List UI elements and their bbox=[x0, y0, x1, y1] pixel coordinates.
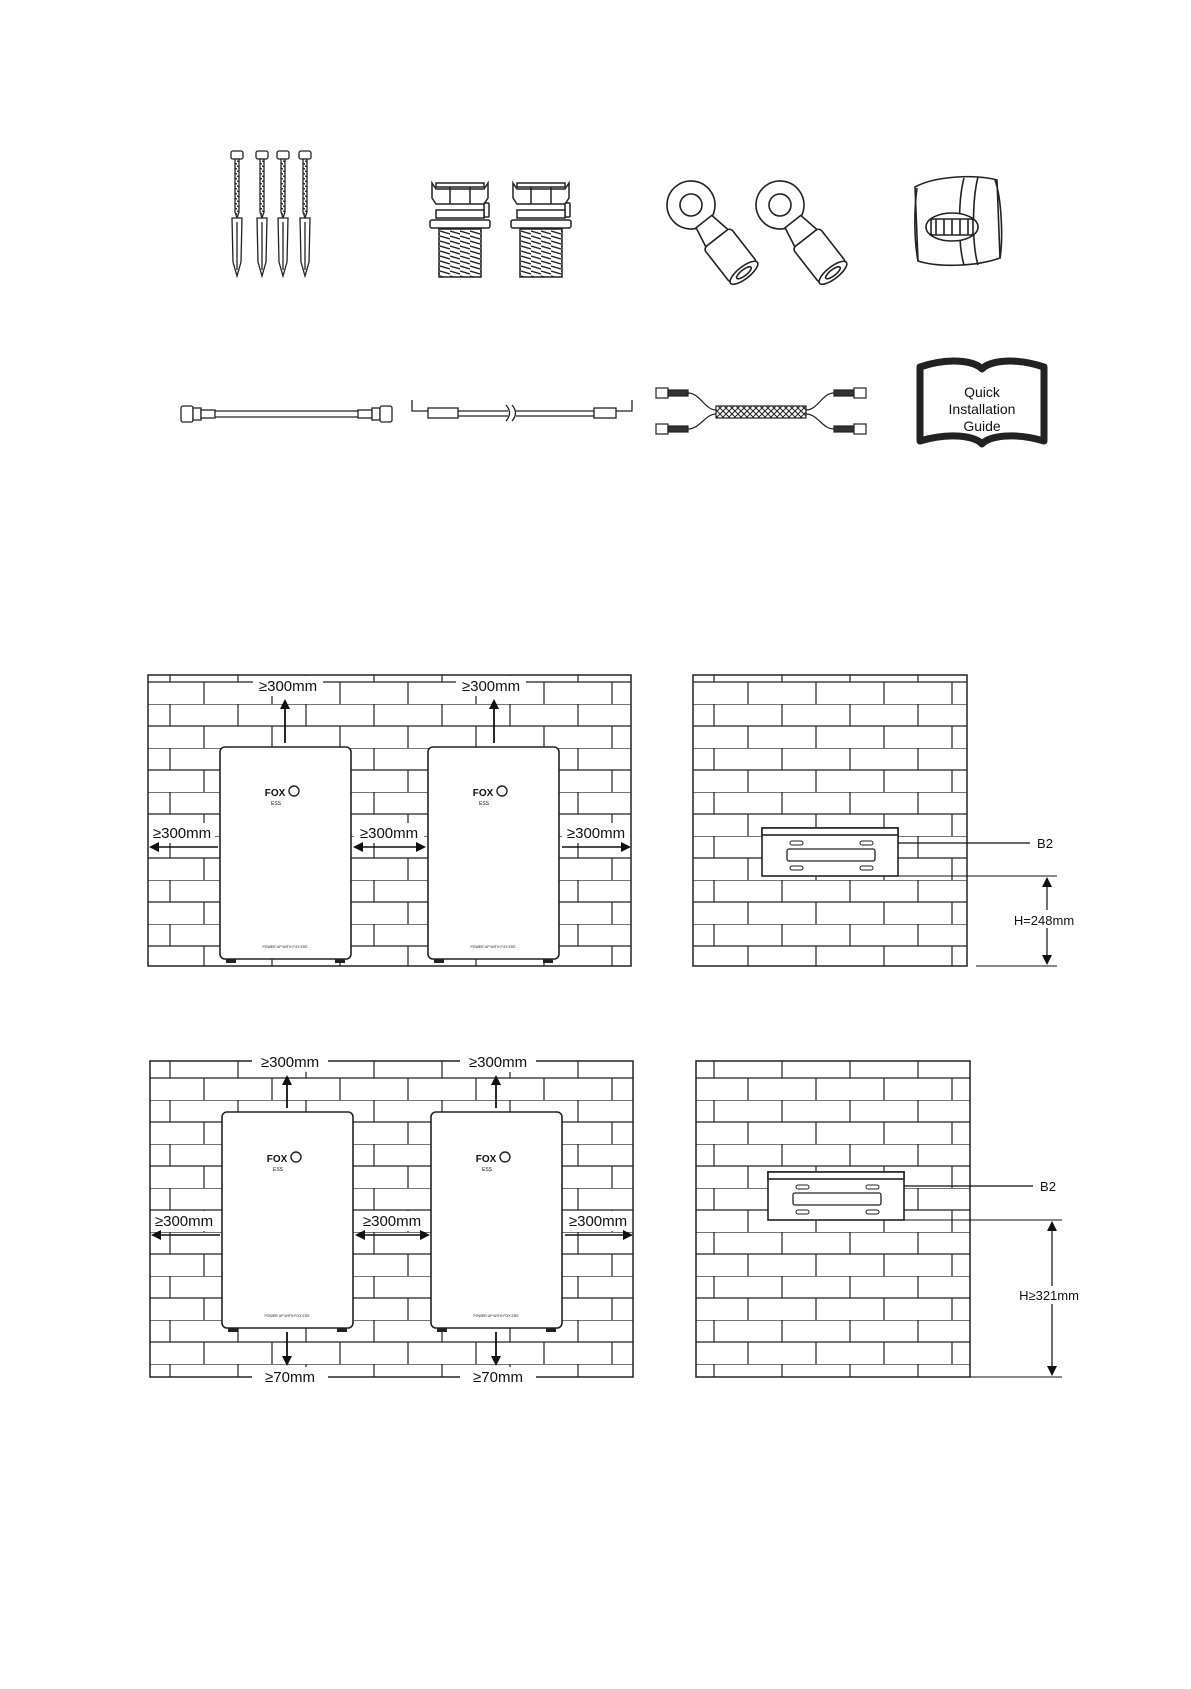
pv-cable-icon bbox=[656, 388, 866, 434]
clearance-diagram-top bbox=[148, 675, 631, 966]
clearance-left-label: ≥300mm bbox=[152, 825, 212, 842]
clearance-bottom-right-label: ≥70mm bbox=[473, 1369, 523, 1386]
clearance-right-label: ≥300mm bbox=[568, 1213, 628, 1230]
height-label: H≥321mm bbox=[1019, 1288, 1079, 1303]
svg-text:FOX: FOX bbox=[475, 1154, 497, 1165]
ground-cable-icon bbox=[412, 400, 632, 421]
battery-unit bbox=[428, 747, 559, 963]
clearance-top-right-label: ≥300mm bbox=[468, 1054, 528, 1071]
clearance-right-label: ≥300mm bbox=[566, 825, 626, 842]
clearance-diagram-bottom bbox=[150, 1052, 633, 1387]
bolts-icon bbox=[430, 183, 571, 277]
clearance-middle-label: ≥300mm bbox=[359, 825, 419, 842]
svg-text:POWER UP WITH FOX ESS: POWER UP WITH FOX ESS bbox=[264, 1314, 310, 1318]
quick-guide-book-icon bbox=[920, 361, 1044, 444]
svg-text:POWER UP WITH FOX ESS: POWER UP WITH FOX ESS bbox=[262, 945, 308, 949]
guide-line2: Installation bbox=[948, 401, 1016, 417]
battery-unit bbox=[431, 1112, 562, 1332]
comm-connector-icon bbox=[915, 177, 1002, 266]
bracket-diagram-top bbox=[693, 675, 1074, 966]
guide-line1: Quick bbox=[964, 384, 1000, 400]
svg-text:FOX: FOX bbox=[472, 788, 494, 799]
svg-text:FOX: FOX bbox=[264, 788, 286, 799]
bracket-label: B2 bbox=[1040, 1179, 1056, 1194]
bracket-label: B2 bbox=[1037, 836, 1053, 851]
svg-text:ESS: ESS bbox=[478, 801, 490, 807]
comm-cable-icon bbox=[181, 406, 392, 422]
clearance-top-right-label: ≥300mm bbox=[461, 678, 521, 695]
expansion-screws-icon bbox=[231, 151, 311, 276]
svg-text:POWER UP WITH FOX ESS: POWER UP WITH FOX ESS bbox=[470, 945, 516, 949]
clearance-bottom-left-label: ≥70mm bbox=[265, 1369, 315, 1386]
battery-unit bbox=[220, 747, 351, 963]
svg-text:ESS: ESS bbox=[272, 1167, 284, 1173]
battery-unit bbox=[222, 1112, 353, 1332]
clearance-top-left-label: ≥300mm bbox=[258, 678, 318, 695]
svg-text:POWER UP WITH FOX ESS: POWER UP WITH FOX ESS bbox=[473, 1314, 519, 1318]
clearance-top-left-label: ≥300mm bbox=[260, 1054, 320, 1071]
bracket-diagram-bottom bbox=[696, 1061, 1079, 1377]
clearance-middle-label: ≥300mm bbox=[362, 1213, 422, 1230]
guide-line3: Guide bbox=[963, 418, 1001, 434]
height-label: H=248mm bbox=[1013, 913, 1075, 928]
svg-text:ESS: ESS bbox=[270, 801, 282, 807]
svg-text:ESS: ESS bbox=[481, 1167, 493, 1173]
svg-text:FOX: FOX bbox=[266, 1154, 288, 1165]
ring-terminals-icon bbox=[657, 171, 855, 292]
clearance-left-label: ≥300mm bbox=[154, 1213, 214, 1230]
